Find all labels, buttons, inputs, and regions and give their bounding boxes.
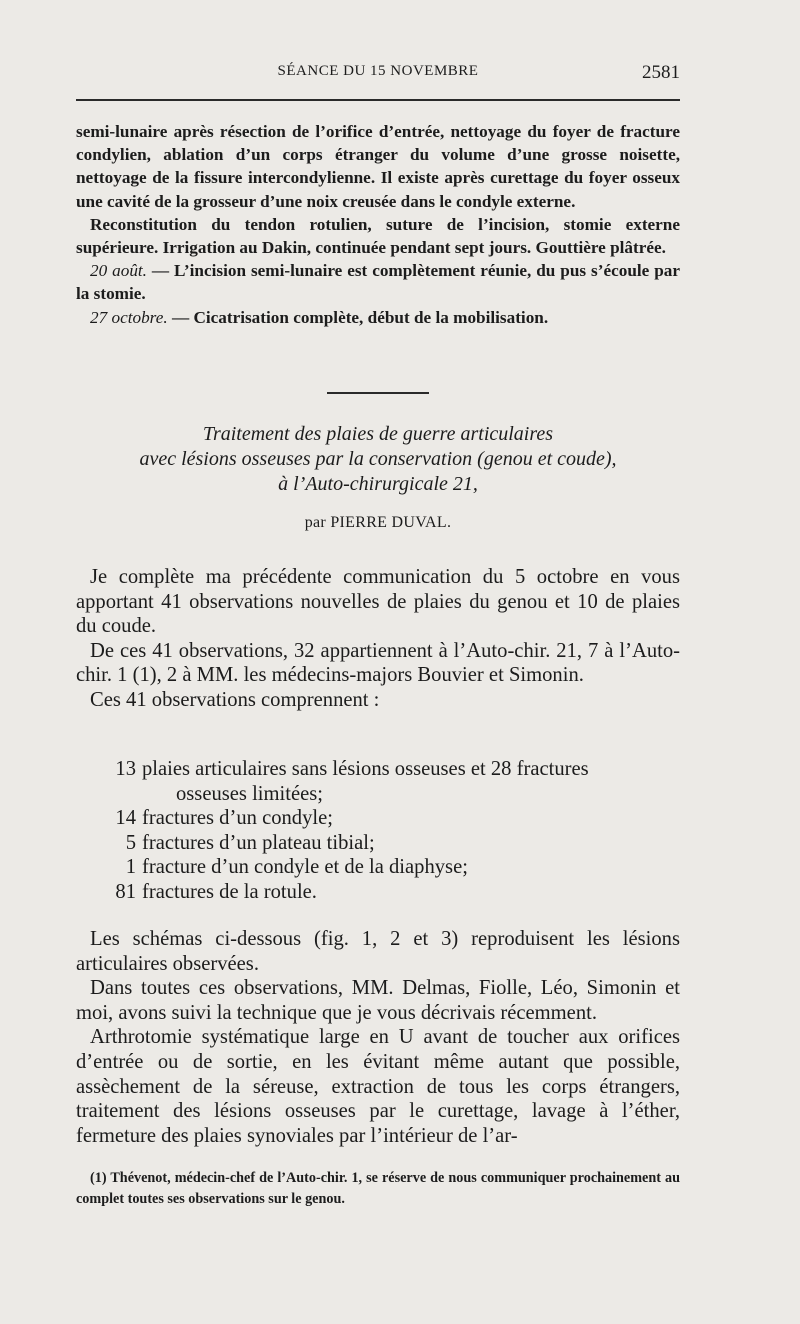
paragraph: Dans toutes ces observations, MM. Delmas, Fiolle, Léo, Simonin et moi, avons suivi la technique que je vous décrivais récemment.	[76, 977, 680, 1024]
article-body-main	[76, 927, 680, 1148]
list-text: fractures d’un condyle;	[142, 807, 333, 830]
list-item-continuation	[76, 782, 680, 807]
paragraph: Reconstitution du tendon rotulien, suture de l’incision, stomie externe supérieure. Irrigation au Dakin, continuée pendant sept jours. Gouttière plâtrée.	[76, 214, 680, 258]
paragraph	[76, 259, 680, 305]
list-text: plaies articulaires sans lésions osseuses et 28 fractures	[142, 758, 589, 780]
list-item	[76, 831, 680, 856]
footnote: (1) Thévenot, médecin-chef de l’Auto-chir. 1, se réserve de nous communiquer prochainement au complet toutes ses observations sur le genou.	[76, 1170, 680, 1207]
article-title	[76, 422, 680, 497]
observation-list	[76, 757, 680, 905]
paragraph	[76, 306, 680, 329]
list-item	[76, 855, 680, 880]
list-number: 14	[115, 807, 136, 830]
paragraph-text: — L’incision semi-lunaire est complètement réunie, du pus s’écoule par la stomie.	[76, 261, 680, 304]
title-line: avec lésions osseuses par la conservation (genou et coude),	[139, 448, 617, 470]
list-item	[76, 880, 680, 905]
list-text: osseuses limitées;	[176, 782, 324, 805]
page-number: 2581	[642, 62, 680, 83]
list-text: fracture d’un condyle et de la diaphyse;	[142, 856, 468, 879]
paragraph: semi-lunaire après résection de l’orifice d’entrée, nettoyage du foyer de fracture condylien, ablation d’un corps étranger du volume d’une grosse noisette, nettoyage de la fissure intercondylienne. Il existe après curettage du foyer osseux une cavité de la grosseur d’une noix creusée dans le condyle externe.	[76, 122, 680, 211]
list-item	[76, 757, 680, 782]
running-title: SÉANCE DU 15 NOVEMBRE	[277, 63, 479, 79]
list-number: 81	[115, 880, 136, 903]
list-number: 1	[125, 856, 136, 879]
title-line: à l’Auto-chirurgicale 21,	[278, 473, 478, 495]
case-report-continuation	[76, 120, 680, 329]
list-text: fractures d’un plateau tibial;	[142, 831, 375, 854]
date-label: 27 octobre.	[90, 307, 168, 327]
date-label: 20 août.	[90, 261, 147, 281]
list-item	[76, 806, 680, 831]
list-text: fractures de la rotule.	[142, 880, 317, 903]
article-body-intro	[76, 565, 680, 713]
list-number: 5	[125, 831, 136, 854]
paragraph: De ces 41 observations, 32 appartiennent à l’Auto-chir. 21, 7 à l’Auto-chir. 1 (1), 2 à MM. les médecins-majors Bouvier et Simonin.	[76, 639, 680, 687]
page-header	[76, 63, 680, 87]
paragraph: Arthrotomie systématique large en U avant de toucher aux orifices d’entrée ou de sortie, en les évitant même autant que possible, assèchement de la séreuse, extraction de tous les corps étrangers, traitement des lésions osseuses par le curettage, lavage à l’éther, fermeture des plaies synoviales par l’intérieur de l’ar-	[76, 1026, 680, 1147]
list-number: 13	[115, 758, 136, 780]
paragraph: Je complète ma précédente communication du 5 octobre en vous apportant 41 observations nouvelles de plaies du genou et 10 de plaies du coude.	[76, 566, 680, 638]
section-separator	[327, 392, 429, 394]
header-rule	[76, 99, 680, 101]
paragraph: Ces 41 observations comprennent :	[90, 688, 380, 711]
title-line: Traitement des plaies de guerre articulaires	[202, 423, 554, 445]
article-author: par PIERRE DUVAL.	[304, 514, 452, 531]
paragraph-text: — Cicatrisation complète, début de la mobilisation.	[167, 307, 549, 327]
paragraph: Les schémas ci-dessous (fig. 1, 2 et 3) reproduisent les lésions articulaires observées.	[76, 928, 680, 975]
